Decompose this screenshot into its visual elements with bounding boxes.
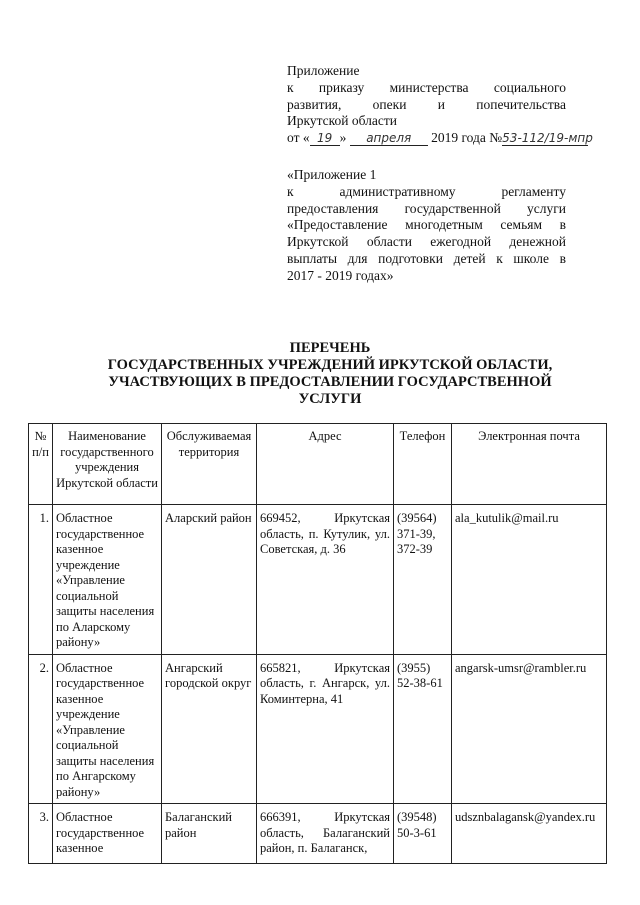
date-mid: » bbox=[339, 130, 347, 146]
header-name: Наименование государственного учреждения Иркутской области bbox=[53, 424, 162, 505]
row-email: angarsk-umsr@rambler.ru bbox=[452, 654, 607, 804]
table-row bbox=[29, 654, 607, 804]
header-num: № п/п bbox=[29, 424, 53, 505]
row-territory: Балаганский район bbox=[162, 804, 257, 864]
appendix1-line2: к административному регламенту bbox=[287, 183, 566, 199]
appendix1-line1: «Приложение 1 bbox=[287, 167, 377, 182]
row-num: 2. bbox=[29, 654, 53, 804]
appendix1-line6: выплаты для подготовки детей к школе в bbox=[287, 250, 566, 266]
row-address: 669452, Иркутская область, п. Кутулик, ул. Советская, д. 36 bbox=[257, 505, 394, 655]
row-num: 3. bbox=[29, 804, 53, 864]
row-address: 665821, Иркутская область, г. Ангарск, ул. Коминтерна, 41 bbox=[257, 654, 394, 804]
title-line1: ПЕРЕЧЕНЬ bbox=[289, 340, 371, 356]
title-line2: ГОСУДАРСТВЕННЫХ УЧРЕЖДЕНИЙ ИРКУТСКОЙ ОБЛАСТИ, bbox=[107, 357, 553, 373]
appendix-line1: Приложение bbox=[287, 63, 360, 78]
row-territory: Ангарский городской округ bbox=[162, 654, 257, 804]
institutions-table bbox=[28, 423, 607, 864]
table-row bbox=[29, 804, 607, 864]
header-phone: Телефон bbox=[394, 424, 452, 505]
header-address: Адрес bbox=[257, 424, 394, 505]
row-email: ala_kutulik@mail.ru bbox=[452, 505, 607, 655]
appendix-header bbox=[287, 63, 593, 147]
appendix-line3: развития, опеки и попечительства bbox=[287, 96, 566, 112]
row-name: Областное государственное казенное bbox=[53, 804, 162, 864]
header-email: Электронная почта bbox=[452, 424, 607, 505]
date-year: 2019 года № bbox=[431, 130, 503, 146]
date-day: 19 bbox=[310, 131, 340, 146]
date-number: 53-112/19-мпр bbox=[502, 131, 593, 146]
appendix-line2: к приказу министерства социального bbox=[287, 79, 566, 95]
row-address: 666391, Иркутская область, Балаганский район, п. Балаганск, bbox=[257, 804, 394, 864]
appendix1-line4: «Предоставление многодетным семьям в bbox=[287, 217, 566, 233]
row-territory: Аларский район bbox=[162, 505, 257, 655]
table-header-row bbox=[29, 424, 607, 505]
row-num: 1. bbox=[29, 505, 53, 655]
document-title bbox=[90, 340, 570, 408]
row-name: Областное государственное казенное учреждение «Управление социальной защиты населения по Ангарскому району» bbox=[53, 654, 162, 804]
appendix-date-line bbox=[287, 130, 593, 147]
header-territory: Обслуживаемая территория bbox=[162, 424, 257, 505]
title-line3: УЧАСТВУЮЩИХ В ПРЕДОСТАВЛЕНИИ ГОСУДАРСТВЕННОЙ bbox=[108, 374, 552, 390]
row-email: udsznbalagansk@yandex.ru bbox=[452, 804, 607, 864]
row-phone: (3955) 52-38-61 bbox=[394, 654, 452, 804]
appendix1-line5: Иркутской области ежегодной денежной bbox=[287, 234, 566, 250]
appendix-line4: Иркутской области bbox=[287, 113, 398, 129]
appendix1-line3: предоставления государственной услуги bbox=[287, 200, 566, 216]
date-month: апреля bbox=[350, 131, 428, 146]
date-prefix: от « bbox=[287, 130, 310, 146]
row-phone: (39548) 50-3-61 bbox=[394, 804, 452, 864]
title-line4: УСЛУГИ bbox=[298, 391, 362, 407]
row-phone: (39564) 371-39, 372-39 bbox=[394, 505, 452, 655]
appendix1-line7: 2017 - 2019 годах» bbox=[287, 267, 394, 283]
table-row bbox=[29, 505, 607, 655]
appendix1-header bbox=[287, 167, 566, 285]
row-name: Областное государственное казенное учреждение «Управление социальной защиты населения по Аларскому району» bbox=[53, 505, 162, 655]
